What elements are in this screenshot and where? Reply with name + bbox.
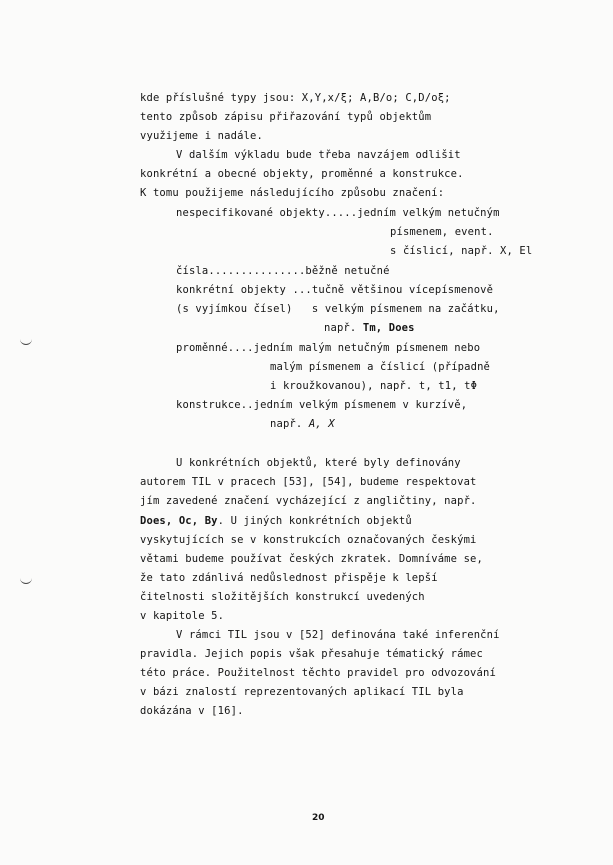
text-line: proměnné....jedním malým netučným písmenem nebo [176, 342, 481, 354]
text-line: V dalším výkladu bude třeba navzájem odlišit [176, 149, 461, 161]
text-line: tento způsob zápisu přiřazování typů objektům [140, 111, 432, 123]
text-line: s číslicí, např. X, El [390, 245, 533, 257]
text-line [140, 514, 412, 528]
text-line: dokázána v [16]. [140, 705, 244, 717]
text-line: v kapitole 5. [140, 610, 225, 622]
text-line: této práce. Použitelnost těchto pravidel pro odvozování [140, 667, 496, 679]
text-line: čitelnosti složitějších konstrukcí uvedených [140, 591, 425, 603]
text-line: konkrétní a obecné objekty, proměnné a konstrukce. [140, 168, 464, 180]
italic-term: A, X [308, 418, 335, 430]
text-line: nespecifikované objekty.....jedním velkým netučným [176, 207, 500, 219]
text-line: využijeme i nadále. [140, 130, 263, 142]
bold-term: Does, Oc, By [140, 515, 218, 527]
text-span: např. [324, 322, 363, 334]
bold-term: Tm, Does [362, 322, 415, 334]
text-line: V rámci TIL jsou v [52] definována také inferenční [176, 629, 500, 641]
margin-mark [20, 338, 32, 345]
text-span: . U jiných konkrétních objektů [217, 515, 412, 527]
text-line: U konkrétních objektů, které byly definovány [176, 457, 461, 469]
text-line: pravidla. Jejich popis však přesahuje tématický rámec [140, 648, 483, 660]
text-line [324, 321, 415, 335]
margin-mark [20, 577, 32, 584]
text-line: písmenem, event. [390, 226, 494, 238]
text-line: v bázi znalostí reprezentovaných aplikací TIL byla [140, 686, 464, 698]
text-line: kde příslušné typy jsou: X,Y,x/ξ; A,B/o; C,D/oξ; [140, 92, 451, 104]
text-line: jím zavedené značení vycházející z angličtiny, např. [140, 495, 477, 507]
page-number: 20 [312, 813, 325, 823]
text-line: vyskytujících se v konstrukcích označovaných českými [140, 534, 477, 546]
text-line: konstrukce..jedním velkým písmenem v kurzívě, [176, 399, 468, 411]
text-span: např. [270, 418, 309, 430]
text-line: autorem TIL v pracech [53], [54], budeme respektovat [140, 476, 477, 488]
text-line: větami budeme používat českých zkratek. Domníváme se, [140, 553, 483, 565]
text-line: i kroužkovanou), např. t, t1, tΦ [270, 380, 478, 392]
text-line: malým písmenem a číslicí (případně [270, 361, 491, 373]
text-line [270, 417, 335, 431]
text-line: konkrétní objekty ...tučně většinou vícepísmenově [176, 284, 494, 296]
text-line: (s vyjímkou čísel) s velkým písmenem na začátku, [176, 303, 500, 315]
text-line: čísla...............běžně netučné [176, 265, 390, 277]
text-line: že tato zdánlivá nedůslednost přispěje k lepší [140, 572, 438, 584]
text-line: K tomu použijeme následujícího způsobu značení: [140, 187, 445, 199]
